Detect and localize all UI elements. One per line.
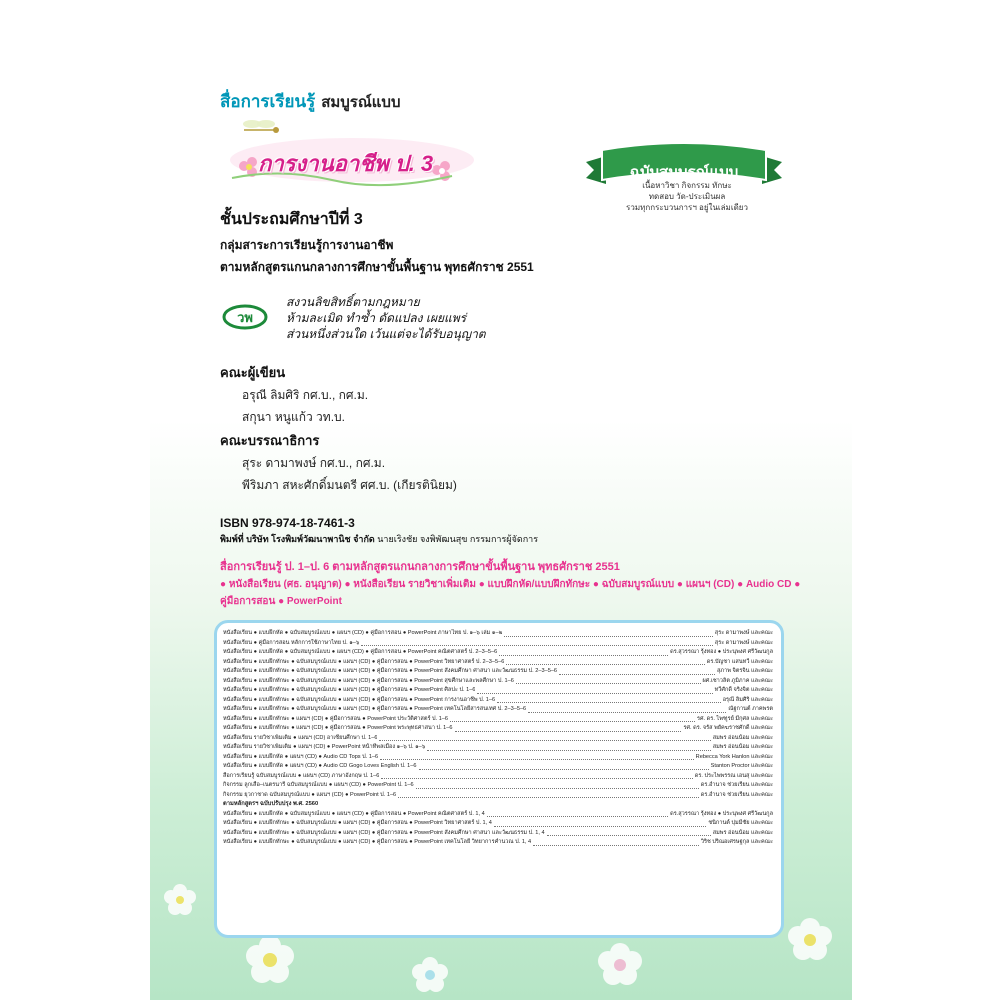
catalog-row: [223, 810, 773, 820]
series-item: แบบฝึกหัด/แบบฝึกทักษะ: [487, 579, 591, 590]
catalog-row: [223, 753, 773, 763]
badge-description: [602, 180, 772, 213]
catalog-row-description: หนังสือเรียน ● แบบฝึกทักษะ ● ฉบับสมบูรณ์แบบ ● แผนฯ (CD) ● คู่มือการสอน ● PowerPoint สุขศึกษาและพลศึกษา ป. 1–6: [223, 677, 514, 684]
catalog-row: [223, 838, 773, 848]
bullet-icon: ●: [478, 579, 488, 590]
leader-dots: [477, 693, 712, 694]
catalog-row-authors: ดร.อำนาจ ช่วยเรียน และคณะ: [700, 791, 773, 798]
book-copyright-page: [150, 0, 852, 1000]
catalog-row: [223, 715, 773, 725]
catalog-note: ตามหลักสูตรฯ ฉบับปรับปรุง พ.ศ. 2560: [223, 801, 319, 807]
leader-dots: [398, 797, 699, 798]
catalog-row-description: หนังสือเรียน ● แบบฝึกทักษะ ● แผนฯ (CD) ● คู่มือการสอน ● PowerPoint ประวัติศาสตร์ ป. 1–6: [223, 715, 449, 722]
catalog-row-authors: สมพร อ่อนน้อม และคณะ: [712, 744, 773, 750]
catalog-row-description: กิจกรรม ลูกเสือ–เนตรนารี ฉบับสมบูรณ์แบบ ● แผนฯ (CD) ● PowerPoint ป. 1–6: [223, 782, 414, 788]
catalog-row-authors: สุระ ดามาพงษ์ และคณะ: [714, 630, 773, 636]
printer-manager: นายเริงชัย จงพิพัฒนสุข กรรมการผู้จัดการ: [377, 534, 539, 544]
catalog-row: [223, 762, 773, 772]
catalog-row-description: หนังสือเรียน ● แบบฝึกหัด ● แผนฯ (CD) ● Audio CD Tops ป. 1–6: [223, 753, 379, 760]
catalog-row: [223, 639, 773, 649]
catalog-row-description: หนังสือเรียน ● แบบฝึกหัด ● ฉบับสมบูรณ์แบบ ● แผนฯ (CD) ● คู่มือการสอน ● PowerPoint คณิตศาสตร์ ป. 1, 4: [223, 810, 485, 817]
bullet-icon: ●: [737, 579, 746, 590]
copyright-line: ส่วนหนึ่งส่วนใด เว้นแต่จะได้รับอนุญาต: [286, 327, 486, 341]
catalog-row-authors: ชนิกานต์ บุ่มมีชัย และคณะ: [708, 820, 773, 826]
leader-dots: [416, 788, 699, 789]
leader-dots: [506, 664, 704, 665]
catalog-row: [223, 658, 773, 668]
catalog-row-description: สื่อการเรียนรู้ ฉบับสมบูรณ์แบบ ● แผนฯ (CD) ภาษาอังกฤษ ป. 1–6: [223, 772, 380, 779]
copyright-notice: [286, 294, 486, 342]
catalog-row-description: หนังสือเรียน ● แบบฝึกทักษะ ● ฉบับสมบูรณ์แบบ ● แผนฯ (CD) ● คู่มือการสอน ● PowerPoint ศิลปะ ป. 1–6: [223, 687, 476, 693]
series-items: [220, 576, 810, 610]
leader-dots: [450, 721, 695, 722]
leader-dots: [528, 712, 726, 713]
catalog-row-authors: สุระ ดามาพงษ์ และคณะ: [714, 639, 773, 646]
catalog-row-description: หนังสือเรียน ● แบบฝึกทักษะ ● ฉบับสมบูรณ์แบบ ● แผนฯ (CD) ● คู่มือการสอน ● PowerPoint วิทยาศาสตร์ ป. 2–3–5–6: [223, 658, 505, 665]
catalog-row-description: หนังสือเรียน ● แบบฝึกทักษะ ● แผนฯ (CD) ● คู่มือการสอน ● PowerPoint พระพุทธศาสนา ป. 1–6: [223, 725, 453, 731]
series-heading-line: สื่อการเรียนรู้ ป. 1–ป. 6 ตามหลักสูตรแกนกลางการศึกษาขั้นพื้นฐาน พุทธศักราช 2551: [220, 561, 620, 573]
catalog-row: [223, 772, 773, 782]
catalog-row-description: หนังสือเรียน ● แบบฝึกหัด ● แผนฯ (CD) ● Audio CD Gogo Loves English ป. 1–6: [223, 763, 417, 769]
leader-dots: [516, 683, 701, 684]
catalog-box: [214, 620, 784, 938]
series-item: แผนฯ (CD): [685, 579, 735, 590]
catalog-row-description: หนังสือเรียน ● แบบฝึกทักษะ ● ฉบับสมบูรณ์แบบ ● แผนฯ (CD) ● คู่มือการสอน ● PowerPoint สังคมศึกษา ศาสนา และวัฒนธรรม ป. 1, 4: [223, 829, 545, 836]
catalog-row: [223, 743, 773, 753]
catalog-row-authors: รศ. ดร. จรัส พยัคฆราชศักดิ์ และคณะ: [683, 725, 773, 731]
catalog-row-description: กิจกรรม ยุวกาชาด ฉบับสมบูรณ์แบบ ● แผนฯ (CD) ● PowerPoint ป. 1–6: [223, 791, 397, 798]
catalog-row-description: หนังสือเรียน ● แบบฝึกทักษะ ● ฉบับสมบูรณ์แบบ ● แผนฯ (CD) ● คู่มือการสอน ● PowerPoint วิทยาศาสตร์ ป. 1, 4: [223, 820, 492, 826]
catalog-row-authors: วิริช ปริณอเศรษฐกุล และคณะ: [700, 839, 773, 845]
leader-dots: [381, 778, 692, 779]
printer-info: [220, 532, 538, 546]
bullet-icon: ●: [278, 596, 287, 607]
copyright-line: สงวนลิขสิทธิ์ตามกฎหมาย: [286, 295, 420, 309]
catalog-row-description: หนังสือเรียน ● แบบฝึกหัด ● ฉบับสมบูรณ์แบบ ● แผนฯ (CD) ● คู่มือการสอน ● PowerPoint ภาษาไทย ป. ๑–๖ เล่ม ๑–๒: [223, 630, 503, 636]
leader-dots: [499, 655, 668, 656]
leader-dots: [419, 769, 709, 770]
publisher-logo-text: วพ: [237, 311, 253, 326]
bullet-icon: ●: [592, 579, 602, 590]
catalog-row-authors: ทวีศักดิ์ จริงจิต และคณะ: [714, 687, 773, 693]
bullet-icon: ●: [344, 579, 354, 590]
series-heading: [220, 88, 400, 115]
copyright-line: ห้ามละเมิด ทำซ้ำ ดัดแปลง เผยแพร่: [286, 311, 467, 325]
series-item: PowerPoint: [286, 596, 342, 607]
catalog-row-authors: ดร.อำนาจ ช่วยเรียน และคณะ: [700, 782, 773, 788]
leader-dots: [497, 702, 721, 703]
dragonfly-icon: [243, 120, 279, 133]
leader-dots: [533, 845, 699, 846]
editor-name: พีริมภา สหะศักดิ์มนตรี ศศ.บ. (เกียรตินิยม): [242, 478, 457, 492]
badge-label: ฉบับสมบูรณ์แบบ: [629, 164, 739, 181]
bullet-icon: ●: [794, 579, 801, 590]
leader-dots: [504, 636, 713, 637]
series-item: หนังสือเรียน (ศธ. อนุญาต): [228, 579, 342, 590]
catalog-row-description: หนังสือเรียน รายวิชาเพิ่มเติม ● แผนฯ (CD) อาเซียนศึกษา ป. 1–6: [223, 734, 378, 741]
badge-line: รวมทุกกระบวนการฯ อยู่ในเล่มเดียว: [626, 203, 748, 212]
catalog-row-authors: Stanton Proctor และคณะ: [710, 763, 773, 769]
catalog-row: [223, 677, 773, 687]
subject-group: กลุ่มสาระการเรียนรู้การงานอาชีพ: [220, 238, 394, 252]
catalog-row: [223, 648, 773, 658]
catalog-row-description: หนังสือเรียน ● แบบฝึกทักษะ ● ฉบับสมบูรณ์แบบ ● แผนฯ (CD) ● คู่มือการสอน ● PowerPoint เทคโนโลยี วิทยาการคำนวณ ป. 1, 4: [223, 839, 532, 845]
catalog-row-authors: ดร.สุวรรณา รุ้งทอง ● ประนุพงศ ศรีวัฒนกูล: [670, 649, 773, 655]
bullet-icon: ●: [676, 579, 686, 590]
catalog-row-authors: ผศ.เชาวลิต ภูมิภาค และคณะ: [702, 677, 773, 684]
leader-dots: [455, 731, 682, 732]
catalog-row-authors: รศ. ดร. ไพฑูรย์ มีกุศล และคณะ: [697, 715, 773, 722]
series-item: คู่มือการสอน: [220, 596, 276, 607]
curriculum-line: ตามหลักสูตรแกนกลางการศึกษาขั้นพื้นฐาน พุทธศักราช 2551: [220, 260, 534, 274]
author-name: สกุนา หนูแก้ว วท.บ.: [242, 410, 345, 424]
catalog-row-authors: ดร.บัญชา แสนทวี และคณะ: [706, 658, 773, 665]
leader-dots: [361, 645, 712, 646]
catalog-row: [223, 667, 773, 677]
catalog-row: [223, 696, 773, 706]
printer-name: พิมพ์ที่ บริษัท โรงพิมพ์วัฒนาพานิช จำกัด: [220, 534, 375, 544]
catalog-row: [223, 829, 773, 839]
catalog-row: [223, 734, 773, 744]
catalog-row: [223, 724, 773, 734]
catalog-row: [223, 791, 773, 801]
series-item: Audio CD: [745, 579, 792, 590]
catalog-row: [223, 819, 773, 829]
series-heading-rest: สมบูรณ์แบบ: [321, 94, 401, 111]
author-name: อรุณี ลิมศิริ กศ.บ., กศ.ม.: [242, 388, 369, 402]
leader-dots: [547, 835, 711, 836]
leader-dots: [427, 750, 710, 751]
catalog-row-authors: สมพร อ่อนน้อม และคณะ: [712, 734, 773, 741]
catalog-row-description: หนังสือเรียน ● แบบฝึกทักษะ ● ฉบับสมบูรณ์แบบ ● แผนฯ (CD) ● คู่มือการสอน ● PowerPoint การงานอาชีพ ป. 1–6: [223, 696, 496, 703]
catalog-row-authors: สุภาพ จิตรจิน และคณะ: [716, 668, 773, 674]
badge-line: เนื้อหาวิชา กิจกรรม ทักษะ: [642, 181, 732, 190]
isbn: ISBN 978-974-18-7461-3: [220, 516, 355, 530]
catalog-row-description: หนังสือเรียน ● แบบฝึกทักษะ ● ฉบับสมบูรณ์แบบ ● แผนฯ (CD) ● คู่มือการสอน ● PowerPoint สังคมศึกษา ศาสนา และวัฒนธรรม ป. 2–3–5–6: [223, 668, 558, 674]
leader-dots: [487, 816, 668, 817]
leader-dots: [494, 826, 706, 827]
publisher-logo-icon: [222, 304, 268, 330]
catalog-row-authors: สมพร อ่อนน้อม และคณะ: [712, 829, 773, 836]
leader-dots: [379, 740, 710, 741]
leader-dots: [380, 759, 694, 760]
editor-name: สุระ ดามาพงษ์ กศ.บ., กศ.ม.: [242, 456, 386, 470]
catalog-row: [223, 686, 773, 696]
editors-heading: คณะบรรณาธิการ: [220, 433, 320, 448]
series-heading-accent: สื่อการเรียนรู้: [220, 92, 316, 111]
authors-heading: คณะผู้เขียน: [220, 365, 286, 380]
grade-title: ชั้นประถมศึกษาปีที่ 3: [220, 211, 363, 228]
series-item: ฉบับสมบูรณ์แบบ: [601, 579, 675, 590]
catalog-row: [223, 629, 773, 639]
catalog-row: [223, 705, 773, 715]
catalog-row-description: หนังสือเรียน รายวิชาเพิ่มเติม ● แผนฯ (CD) ● PowerPoint หน้าที่พลเมือง ๑–๖ ป. ๑–๖: [223, 744, 426, 750]
bullet-icon: ●: [220, 579, 229, 590]
catalog-row-description: หนังสือเรียน ● คู่มือการสอน หลักการใช้ภาษาไทย ป. ๑–๖: [223, 639, 360, 646]
catalog-row-authors: ดร.สุวรรณา รุ้งทอง ● ประนุพงศ ศรีวัฒนกูล: [670, 810, 773, 817]
catalog-row-authors: ดร. ประไพพรรณ เอนสุ และคณะ: [694, 772, 773, 779]
catalog-row-description: หนังสือเรียน ● แบบฝึกทักษะ ● ฉบับสมบูรณ์แบบ ● แผนฯ (CD) ● คู่มือการสอน ● PowerPoint เทคโนโลยีสารสนเทศ ป. 2–3–5–6: [223, 706, 527, 712]
catalog-row-authors: ณัฐกานต์ ภาคพรต: [728, 706, 773, 712]
catalog-row-description: หนังสือเรียน ● แบบฝึกหัด ● ฉบับสมบูรณ์แบบ ● แผนฯ (CD) ● คู่มือการสอน ● PowerPoint คณิตศาสตร์ ป. 2–3–5–6: [223, 649, 498, 655]
catalog-row-authors: Rebecca York Hanlon และคณะ: [695, 753, 773, 760]
series-item: หนังสือเรียน รายวิชาเพิ่มเติม: [353, 579, 476, 590]
badge-line: ทดสอบ วัด-ประเมินผล: [648, 192, 726, 201]
book-title: การงานอาชีพ ป. 3: [258, 151, 434, 176]
leader-dots: [559, 674, 715, 675]
catalog-row: [223, 781, 773, 791]
catalog-row-authors: อรุณี ลิมศิริ และคณะ: [722, 696, 773, 703]
